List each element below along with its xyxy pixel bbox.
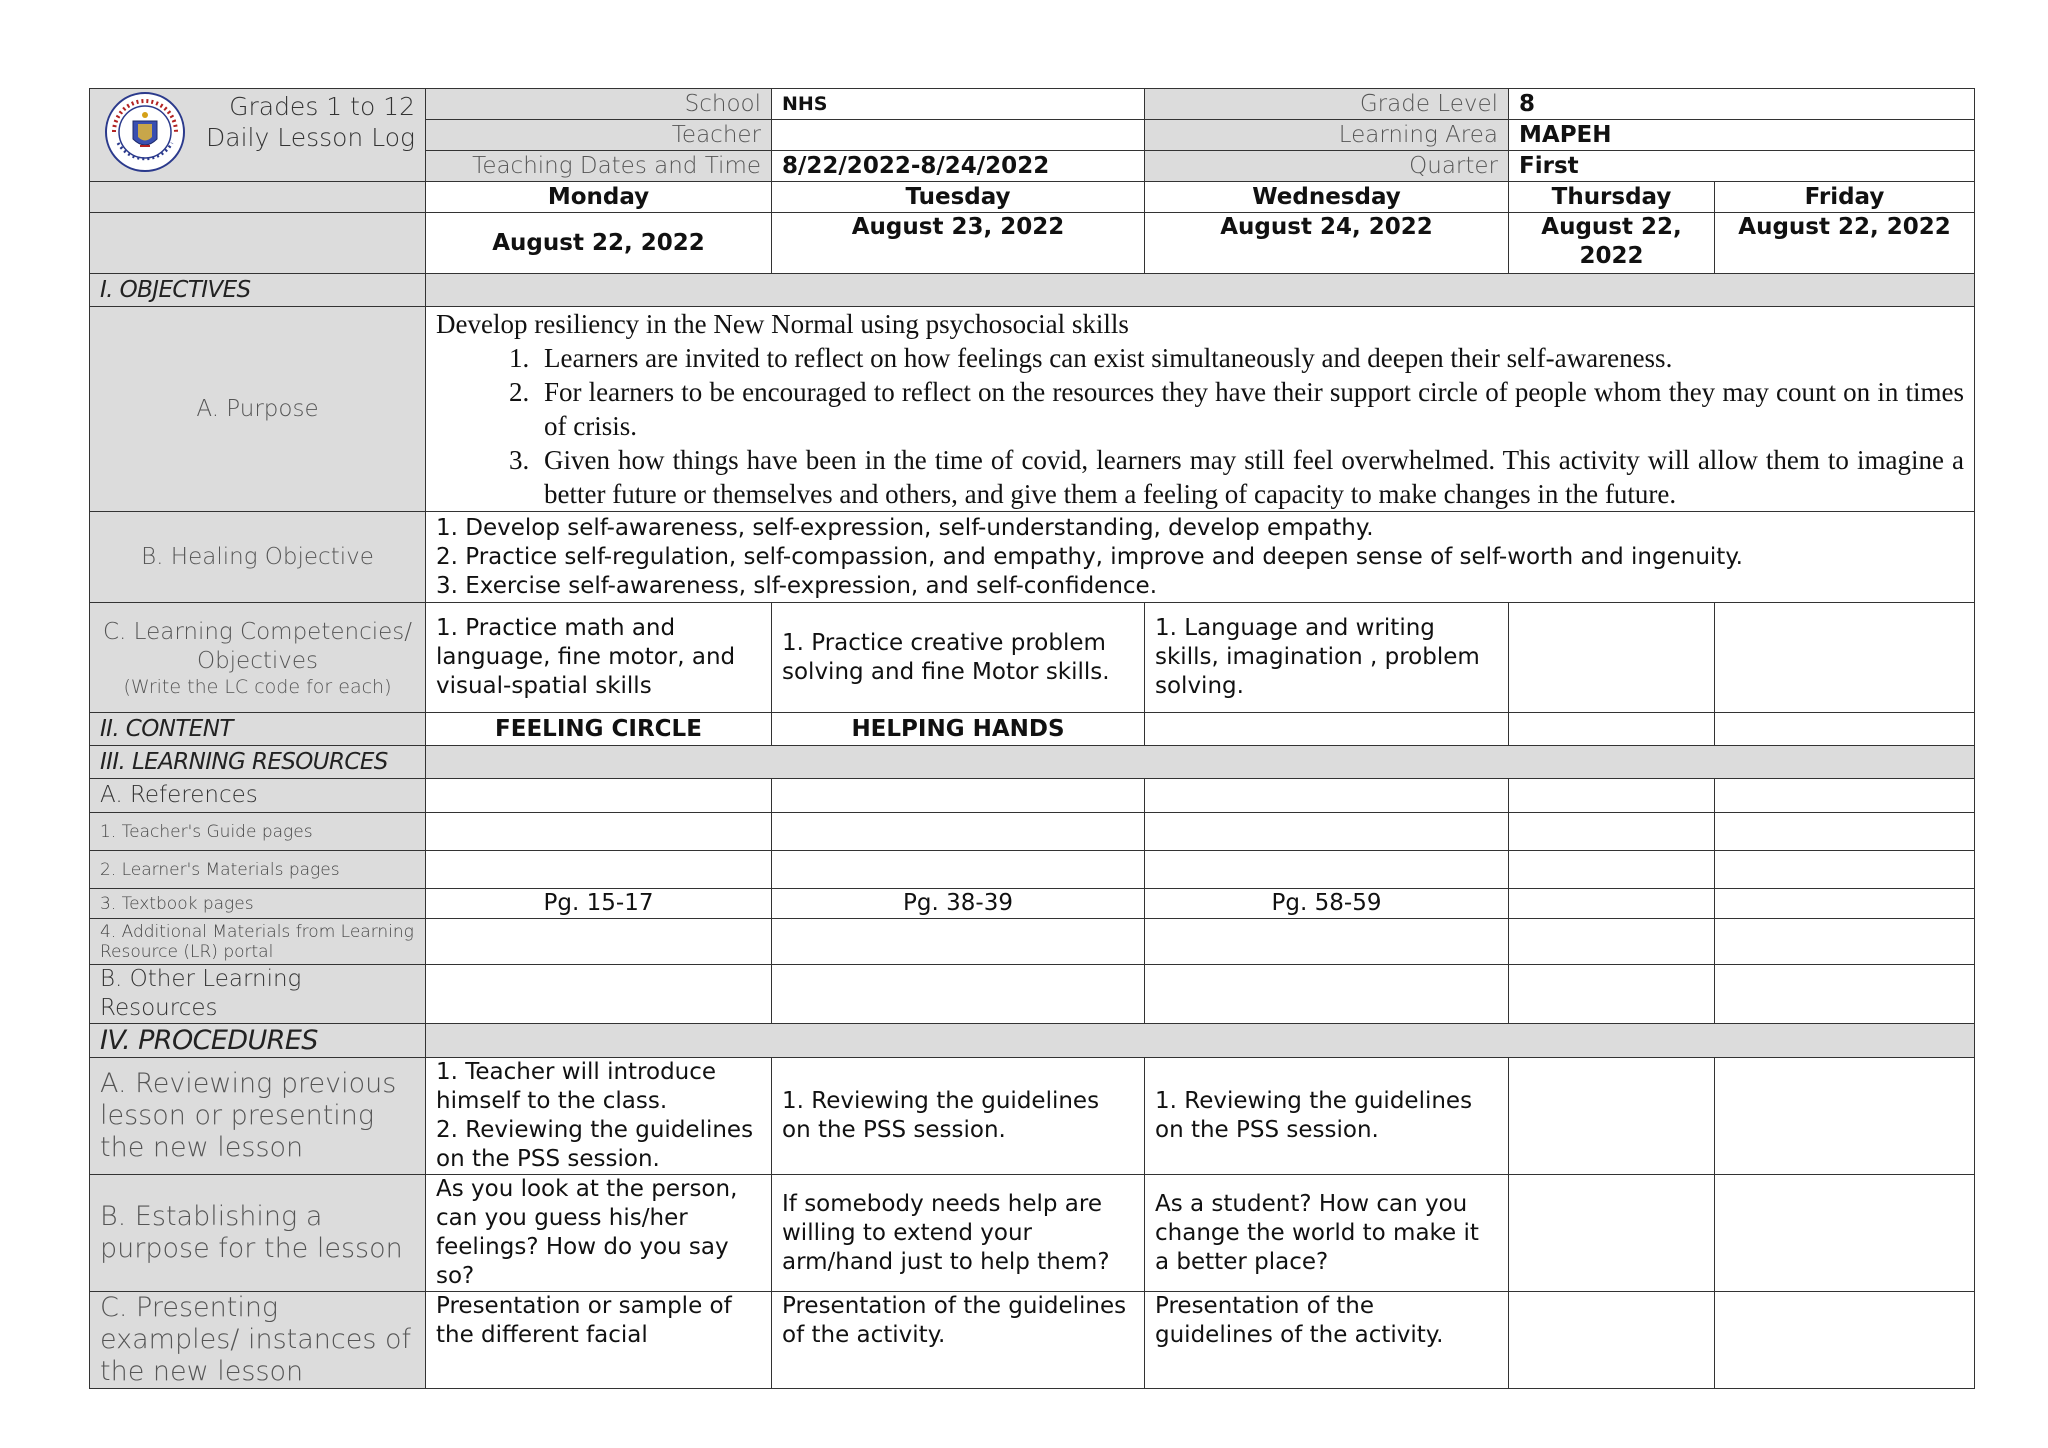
other-resources-monday — [426, 965, 772, 1024]
references-thursday — [1509, 779, 1715, 813]
teaching-dates-value: 8/22/2022-8/24/2022 — [772, 151, 1145, 182]
learning-area-label: Learning Area — [1145, 120, 1509, 151]
day-tuesday: Tuesday — [772, 182, 1145, 213]
teachers-guide-label: 1. Teacher's Guide pages — [90, 813, 426, 851]
learning-resources-heading-fill — [426, 746, 1975, 779]
other-resources-thursday — [1509, 965, 1715, 1024]
examples-friday — [1715, 1292, 1975, 1389]
competency-friday — [1715, 603, 1975, 713]
tg-monday — [426, 813, 772, 851]
lm-monday — [426, 851, 772, 889]
grade-level-label: Grade Level — [1145, 89, 1509, 120]
review-wednesday: 1. Reviewing the guidelines on the PSS session. — [1145, 1058, 1509, 1175]
textbook-thursday — [1509, 889, 1715, 919]
examples-thursday — [1509, 1292, 1715, 1389]
grade-level-value: 8 — [1509, 89, 1975, 120]
lm-tuesday — [772, 851, 1145, 889]
purpose-item: 2. For learners to be encouraged to reflect on the resources they have their support circle of people whom they may count on in times of crisis. — [536, 375, 1964, 443]
other-resources-wednesday — [1145, 965, 1509, 1024]
content-thursday — [1509, 713, 1715, 746]
competency-monday: 1. Practice math and language, fine motor, and visual-spatial skills — [426, 603, 772, 713]
purpose-list — [436, 341, 1964, 511]
healing-objective-label: B. Healing Objective — [90, 512, 426, 603]
competencies-label-cell — [90, 603, 426, 713]
competency-thursday — [1509, 603, 1715, 713]
content-heading: II. CONTENT — [90, 713, 426, 746]
quarter-label: Quarter — [1145, 151, 1509, 182]
purpose-item: 3. Given how things have been in the time of covid, learners may still feel overwhelmed. This activity will allow them to imagine a better future or themselves and others, and give them a feeling of capacity to make changes in the future. — [536, 443, 1964, 511]
healing-item: 3. Exercise self-awareness, slf-expression, and self-confidence. — [436, 572, 1158, 599]
purpose-label: A. Purpose — [90, 307, 426, 512]
textbook-friday — [1715, 889, 1975, 919]
textbook-pages-label: 3. Textbook pages — [90, 889, 426, 919]
references-tuesday — [772, 779, 1145, 813]
daily-lesson-log-table — [89, 88, 1975, 1389]
healing-item: 1. Develop self-awareness, self-expression, self-understanding, develop empathy. — [436, 514, 1374, 541]
establishing-purpose-label: B. Establishing a purpose for the lesson — [90, 1175, 426, 1292]
other-resources-label: B. Other Learning Resources — [90, 965, 426, 1024]
purpose-tuesday: If somebody needs help are willing to extend your arm/hand just to help them? — [772, 1175, 1145, 1292]
purpose-friday — [1715, 1175, 1975, 1292]
references-monday — [426, 779, 772, 813]
examples-wednesday: Presentation of the guidelines of the activity. — [1145, 1292, 1509, 1389]
learning-resources-heading: III. LEARNING RESOURCES — [90, 746, 426, 779]
purpose-item: 1. Learners are invited to reflect on how feelings can exist simultaneously and deepen their self-awareness. — [536, 341, 1964, 375]
competencies-note: (Write the LC code for each) — [123, 675, 392, 698]
healing-objective-content — [426, 512, 1975, 603]
tg-tuesday — [772, 813, 1145, 851]
additional-materials-label: 4. Additional Materials from Learning Resource (LR) portal — [90, 919, 426, 965]
additional-wednesday — [1145, 919, 1509, 965]
additional-thursday — [1509, 919, 1715, 965]
dll-title-line2: Daily Lesson Log — [206, 122, 415, 152]
content-tuesday: HELPING HANDS — [772, 713, 1145, 746]
other-resources-tuesday — [772, 965, 1145, 1024]
teacher-label: Teacher — [426, 120, 772, 151]
day-header-row — [90, 182, 1975, 213]
content-wednesday — [1145, 713, 1509, 746]
review-friday — [1715, 1058, 1975, 1175]
date-thursday: August 22, 2022 — [1509, 213, 1715, 274]
date-tuesday: August 23, 2022 — [772, 213, 1145, 274]
competency-wednesday: 1. Language and writing skills, imagination , problem solving. — [1145, 603, 1509, 713]
textbook-wednesday: Pg. 58-59 — [1145, 889, 1509, 919]
learners-materials-label: 2. Learner's Materials pages — [90, 851, 426, 889]
references-friday — [1715, 779, 1975, 813]
other-resources-friday — [1715, 965, 1975, 1024]
references-wednesday — [1145, 779, 1509, 813]
references-label: A. References — [90, 779, 426, 813]
review-monday: 1. Teacher will introduce himself to the class. 2. Reviewing the guidelines on the PSS session. — [426, 1058, 772, 1175]
teaching-dates-label: Teaching Dates and Time — [426, 151, 772, 182]
textbook-monday: Pg. 15-17 — [426, 889, 772, 919]
tg-friday — [1715, 813, 1975, 851]
dll-title-line1: Grades 1 to 12 — [229, 91, 415, 121]
content-friday — [1715, 713, 1975, 746]
lm-wednesday — [1145, 851, 1509, 889]
objectives-heading: I. OBJECTIVES — [90, 274, 426, 307]
additional-monday — [426, 919, 772, 965]
purpose-monday: As you look at the person, can you guess his/her feelings? How do you say so? — [426, 1175, 772, 1292]
procedures-heading: IV. PROCEDURES — [90, 1024, 426, 1058]
day-header-blank — [90, 182, 426, 213]
examples-tuesday: Presentation of the guidelines of the activity. — [772, 1292, 1145, 1389]
additional-tuesday — [772, 919, 1145, 965]
tg-wednesday — [1145, 813, 1509, 851]
lm-thursday — [1509, 851, 1715, 889]
lm-friday — [1715, 851, 1975, 889]
purpose-wednesday: As a student? How can you change the world to make it a better place? — [1145, 1175, 1509, 1292]
day-monday: Monday — [426, 182, 772, 213]
review-tuesday: 1. Reviewing the guidelines on the PSS session. — [772, 1058, 1145, 1175]
competency-tuesday: 1. Practice creative problem solving and fine Motor skills. — [772, 603, 1145, 713]
content-monday: FEELING CIRCLE — [426, 713, 772, 746]
deped-seal-logo — [104, 91, 186, 180]
additional-friday — [1715, 919, 1975, 965]
learning-area-value: MAPEH — [1509, 120, 1975, 151]
reviewing-lesson-label: A. Reviewing previous lesson or presenting the new lesson — [90, 1058, 426, 1175]
tg-thursday — [1509, 813, 1715, 851]
presenting-examples-label: C. Presenting examples/ instances of the new lesson — [90, 1292, 426, 1389]
school-value: NHS — [772, 89, 1145, 120]
textbook-tuesday: Pg. 38-39 — [772, 889, 1145, 919]
procedures-heading-fill — [426, 1024, 1975, 1058]
purpose-intro: Develop resiliency in the New Normal using psychosocial skills — [436, 309, 1129, 339]
objectives-heading-fill — [426, 274, 1975, 307]
date-row — [90, 213, 1975, 274]
date-row-blank — [90, 213, 426, 274]
competencies-label: C. Learning Competencies/ Objectives — [103, 618, 412, 674]
teacher-value — [772, 120, 1145, 151]
examples-monday: Presentation or sample of the different facial — [426, 1292, 772, 1389]
quarter-value: First — [1509, 151, 1975, 182]
day-wednesday: Wednesday — [1145, 182, 1509, 213]
purpose-thursday — [1509, 1175, 1715, 1292]
purpose-content — [426, 307, 1975, 512]
day-thursday: Thursday — [1509, 182, 1715, 213]
school-label: School — [426, 89, 772, 120]
date-wednesday: August 24, 2022 — [1145, 213, 1509, 274]
healing-item: 2. Practice self-regulation, self-compassion, and empathy, improve and deepen sense of self-worth and ingenuity. — [436, 543, 1743, 570]
date-monday: August 22, 2022 — [426, 213, 772, 274]
review-thursday — [1509, 1058, 1715, 1175]
dll-title-cell — [90, 89, 426, 182]
day-friday: Friday — [1715, 182, 1975, 213]
date-friday: August 22, 2022 — [1715, 213, 1975, 274]
